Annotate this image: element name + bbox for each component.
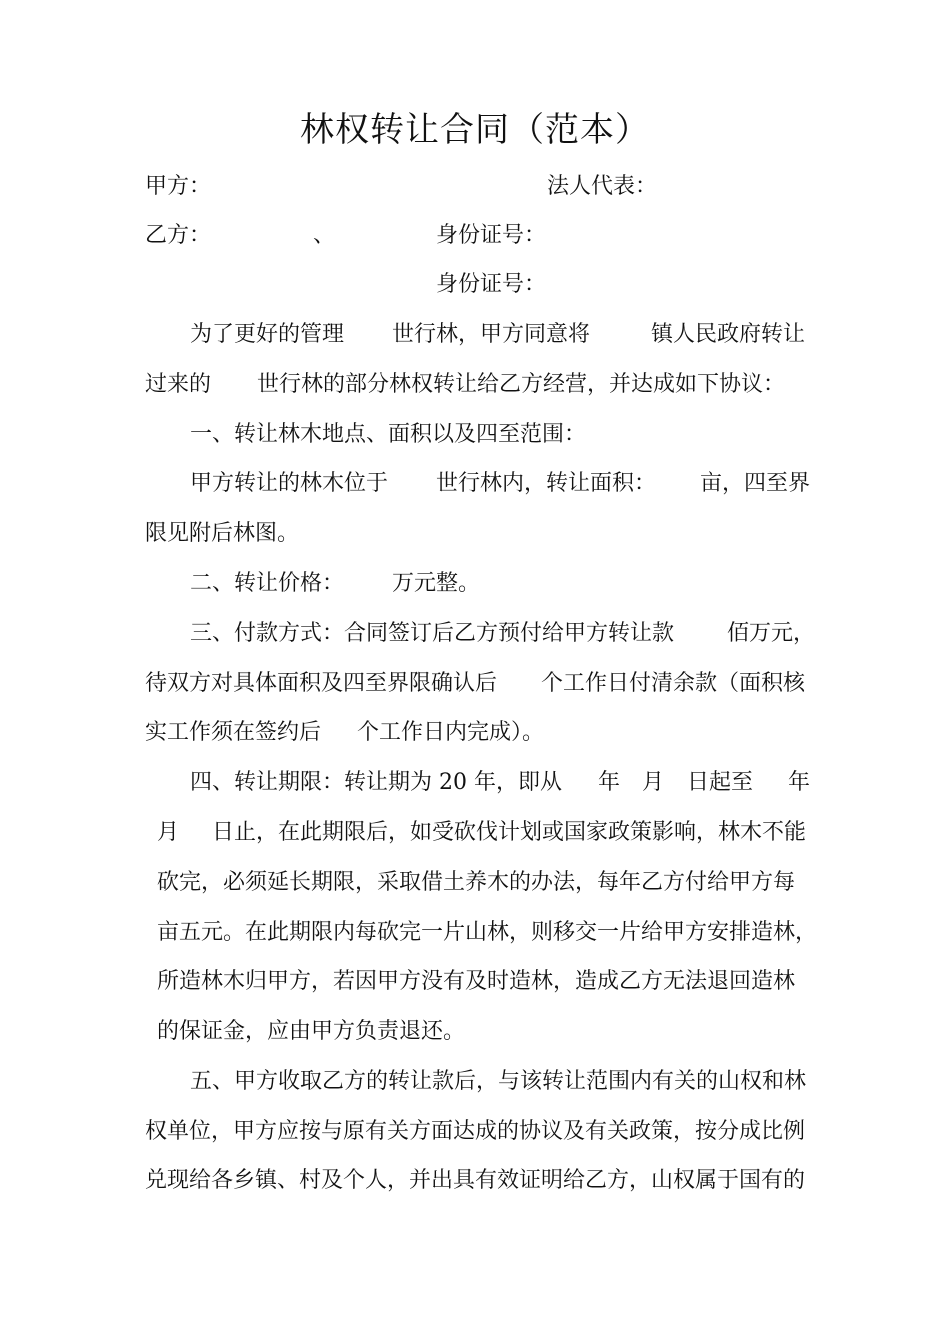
- section-4-text: 年: [788, 770, 811, 795]
- section-1-text: 亩，四至界: [700, 471, 811, 496]
- section-3-text: 个工作日付清余款（面积核: [541, 671, 806, 696]
- section-1-text: 世行林内，转让面积：: [436, 471, 657, 496]
- id-number-label-1: 身份证号：: [436, 223, 547, 248]
- section-3-text: 三、付款方式：合同签订后乙方预付给甲方转让款: [190, 621, 675, 646]
- intro-text: 过来的: [145, 372, 212, 397]
- section-1-text: 甲方转让的林木位于: [190, 471, 389, 496]
- party-b-separator: 、: [313, 223, 336, 248]
- section-3-text: 佰万元，: [727, 621, 816, 646]
- id-number-label-2: 身份证号：: [436, 272, 547, 297]
- intro-text: 世行林，甲方同意将: [392, 322, 591, 347]
- intro-text: 世行林的部分林权转让给乙方经营，并达成如下协议：: [257, 372, 786, 397]
- party-b-label: 乙方：: [145, 223, 212, 248]
- section-1-heading: 一、转让林木地点、面积以及四至范围：: [190, 422, 587, 447]
- document-title: 林权转让合同（范本）: [300, 110, 650, 150]
- section-1-text: 限见附后林图。: [145, 521, 300, 546]
- section-4-text: 月: [642, 770, 665, 795]
- section-4-text: 亩五元。在此期限内每砍完一片山林，则移交一片给甲方安排造林，: [157, 920, 818, 945]
- section-4-text: 月: [157, 820, 180, 845]
- section-4-text: 四、转让期限：转让期为 20 年，即从: [190, 770, 562, 795]
- section-5-text: 五、甲方收取乙方的转让款后，与该转让范围内有关的山权和林: [190, 1069, 807, 1094]
- intro-text: 镇人民政府转让: [651, 322, 806, 347]
- section-5-text: 兑现给各乡镇、村及个人，并出具有效证明给乙方，山权属于国有的: [145, 1168, 806, 1193]
- section-5-text: 权单位，甲方应按与原有关方面达成的协议及有关政策，按分成比例: [145, 1119, 806, 1144]
- section-2-text: 万元整。: [392, 571, 481, 596]
- section-4-text: 日止，在此期限后，如受砍伐计划或国家政策影响，林木不能: [212, 820, 807, 845]
- section-3-text: 个工作日内完成）。: [357, 720, 545, 745]
- section-4-text: 的保证金，应由甲方负责退还。: [157, 1019, 466, 1044]
- section-2-text: 二、转让价格：: [190, 571, 345, 596]
- legal-rep-label: 法人代表：: [547, 174, 658, 199]
- section-4-text: 年: [598, 770, 621, 795]
- section-3-text: 待双方对具体面积及四至界限确认后: [145, 671, 498, 696]
- section-4-text: 日起至: [687, 770, 754, 795]
- section-4-text: 砍完，必须延长期限，采取借土养木的办法，每年乙方付给甲方每: [157, 870, 796, 895]
- section-4-text: 所造林木归甲方，若因甲方没有及时造林，造成乙方无法退回造林: [157, 969, 796, 994]
- intro-text: 为了更好的管理: [190, 322, 345, 347]
- section-3-text: 实工作须在签约后: [145, 720, 322, 745]
- party-a-label: 甲方：: [145, 174, 212, 199]
